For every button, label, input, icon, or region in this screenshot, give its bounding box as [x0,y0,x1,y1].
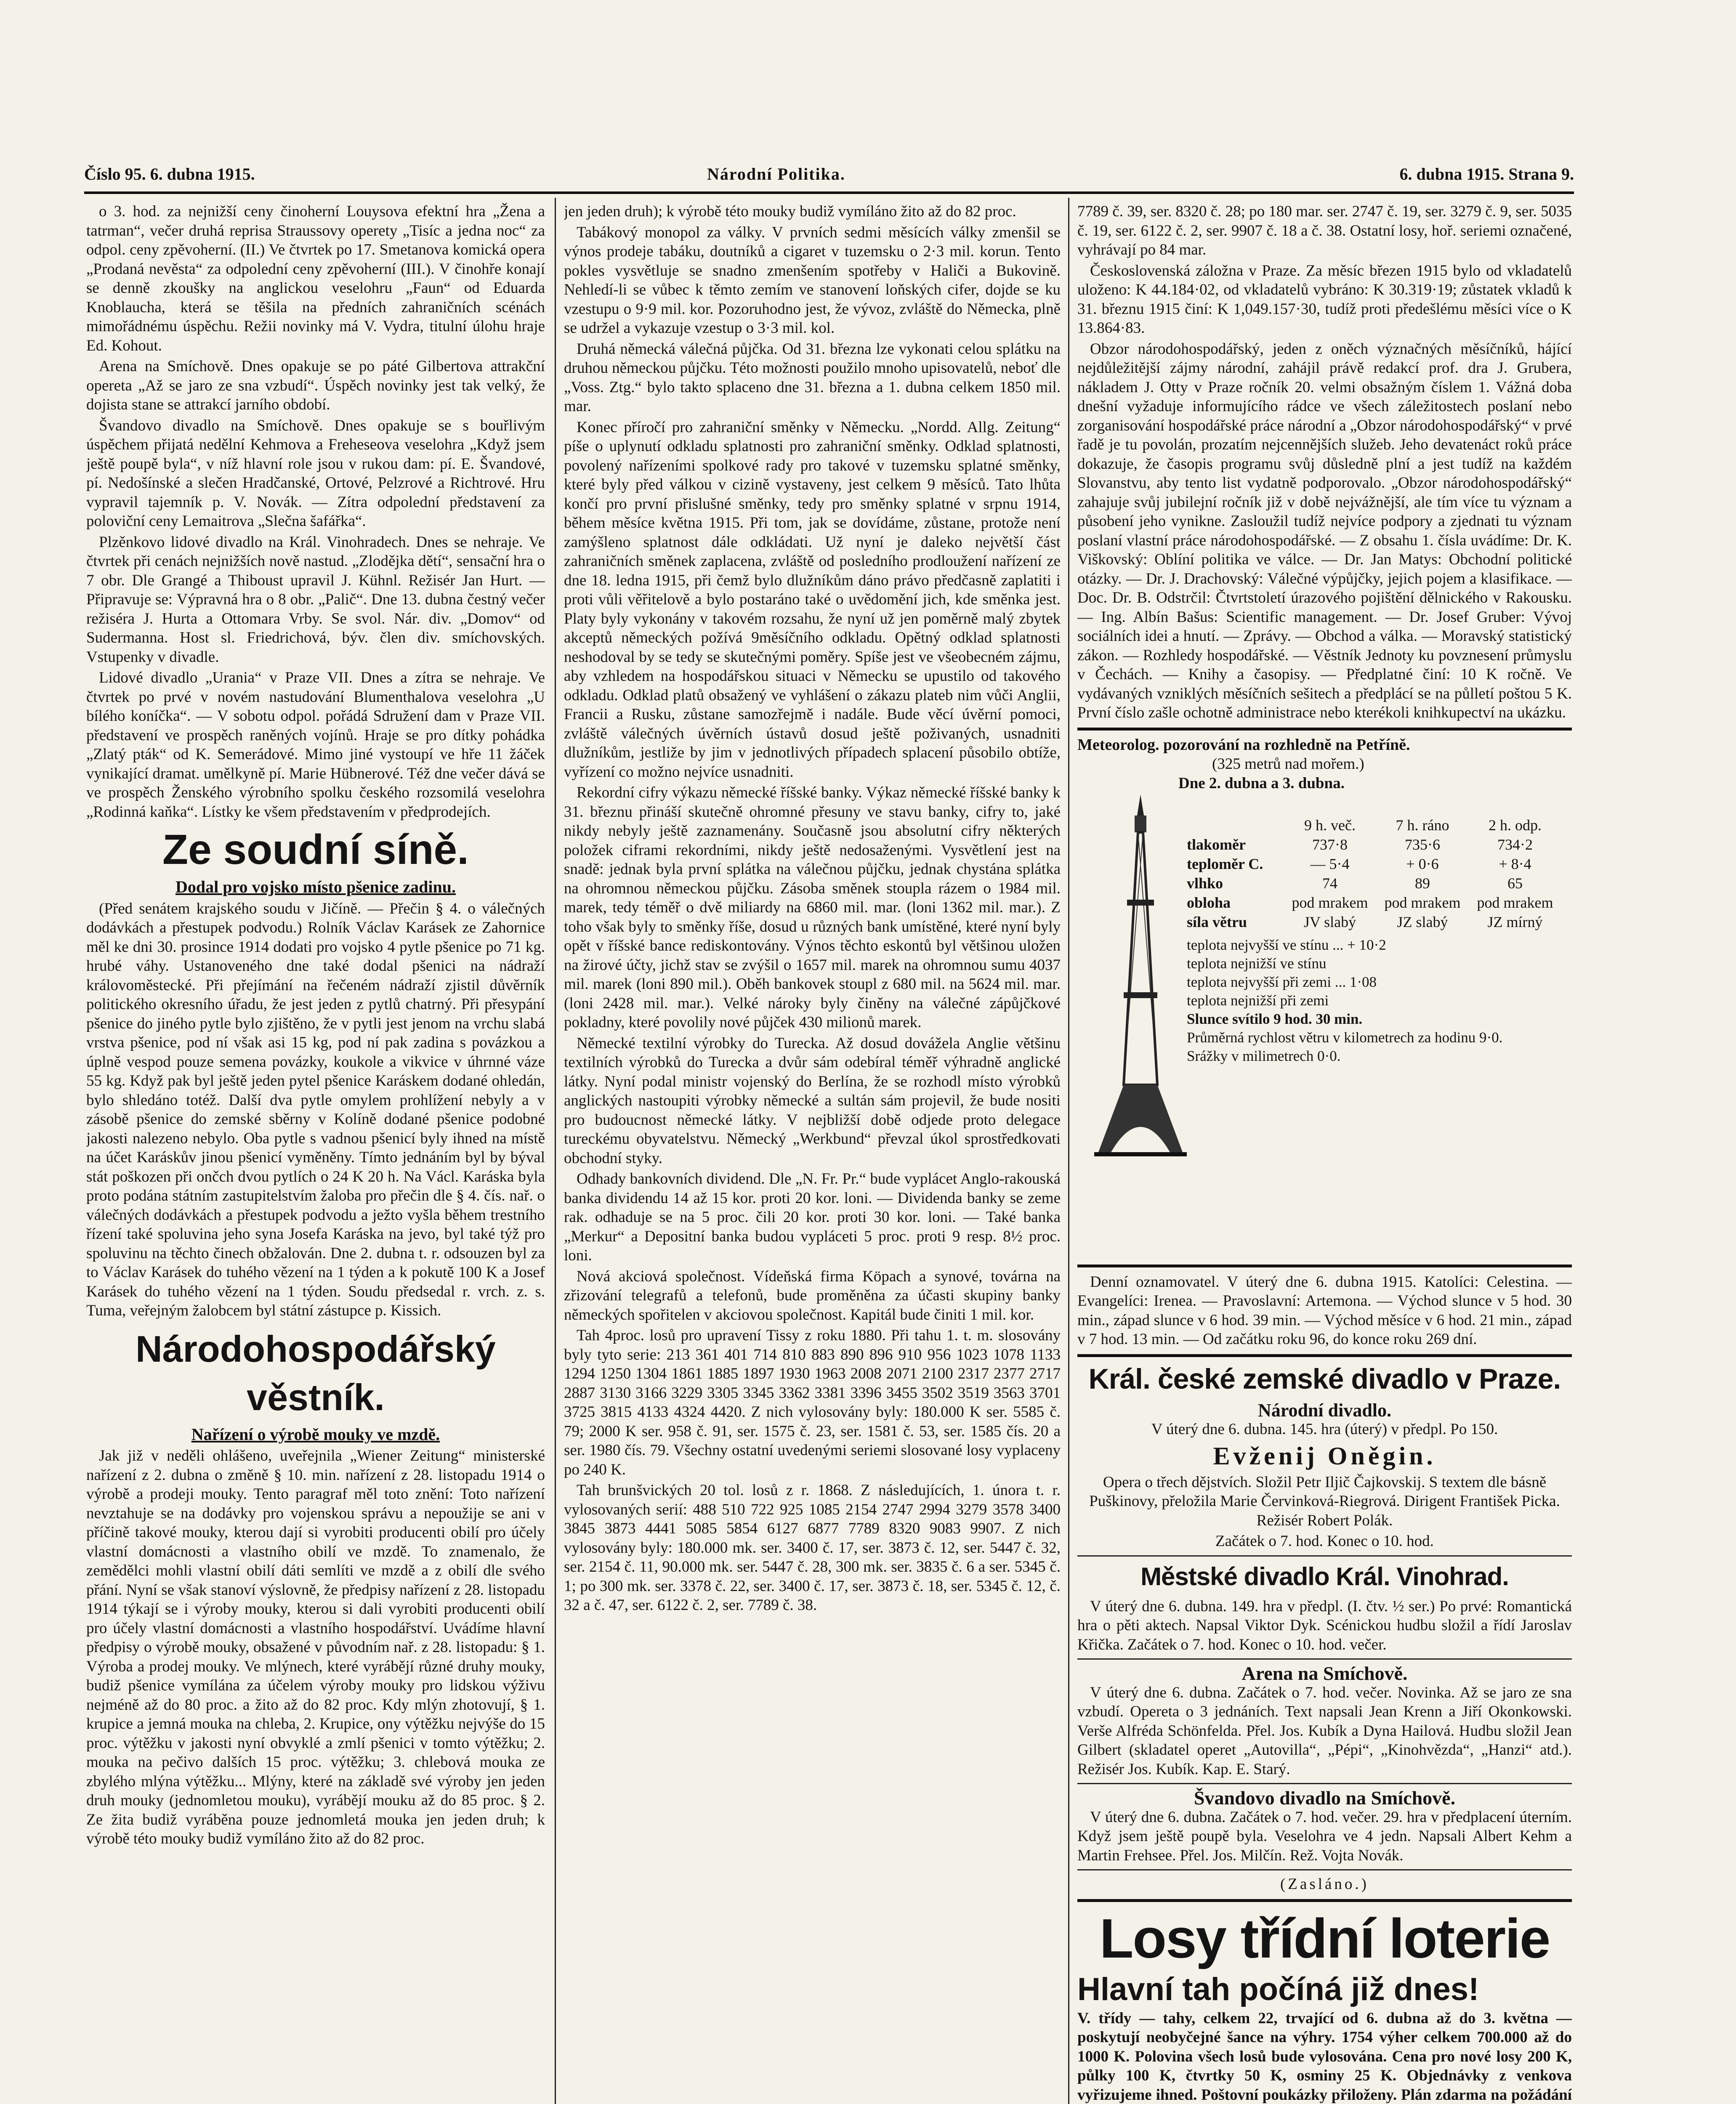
article-text: Švandovo divadlo na Smíchově. Dnes opakuje se s bouřlivým úspěchem přijatá nedělní Kehmova a Freheseova veselohra „Když jsem ještě poupě byla“, v níž hlavní role jsou v rukou dam: pí. E. Švandové, pí. Nedošínské a slečen Hradčanské, Ortové, Pelzrové a Richtrové. Hru vypravil tajemník p. V. Novák. — Zítra odpolední představení za poloviční ceny Lemaitrova „Slečna šafářka“. [86,417,545,530]
weather-value: 89 [1415,874,1430,892]
article-text: Obzor národohospodářský, jeden z oněch význačných měsíčníků, hájící nejdůležitější zájmy národní, zahájil právě redakcí prof. dra J. Grubera, nákladem J. Otty v Praze ročník 20. velmi obsažným číslem 1. Vážná doba dnešní vyžaduje informujícího rádce ve všech záležitostech poslaní nebo zorganisování hospodářské práce národní a „Obzor národohospodářský“ v prvé řadě je tu povolán, prozatím nejcennějších služeb. Jeho devatenáct roků práce dokazuje, že časopis programu svůj důsledně plní a jest tudíž na každém Slovanstvu, aby tento list vydatně podporovalo. „Obzor národohospodářský“ zahajuje svůj jubilejní ročník již v době nejvážnější, ale tím více tu význam a působení jeho vynikne. Zasloužil tudíž nejvíce podpory a zjednati tu význam poslaní vlastní práce národohospodářské. — Z obsahu 1. čísla uvádíme: Dr. K. Viškovský: Oblíní politika ve válce. — Dr. Jan Matys: Obchodní politické otázky. — Dr. J. Drachovský: Válečné výpůjčky, jejich pojem a klasifikace. — Doc. Dr. B. Odstrčil: Čtvrtstoletí úrazového pojištění dělnického v Rakousku. — Ing. Albín Bašus: Scientific management. — Dr. Josef Gruber: Vývoj sociálních idei a hnutí. — Zprávy. — Obchod a válka. — Moravský statistický zákon. — Rozhledy hospodářské. — Věstník Jednoty ku povznesení průmyslu v Čechách. — Knihy a časopisy. — Předplatné činí: 10 K ročně. Ve vydávaných vzniklých měsíčních sešitech a předplácí se na půlletí poštou 5 K. První číslo zašle ochotně administrace nebo kterékoli knihkupectví na ukázku. [1077,340,1572,721]
section-rule [1077,1658,1572,1660]
sent-in-note: (Zasláno.) [1280,1876,1369,1893]
weather-value: JV slabý [1303,913,1356,930]
article-text: Odhady bankovních dividend. Dle „N. Fr. Pr.“ bude vyplácet Anglo-rakouská banka dividendu 14 až 15 kor. proti 20 kor. loni. — Dividenda banky se zeme rak. odhaduje se na 5 proc. čili 20 kor. proti 30 kor. loni. — Také banka „Merkur“ a Depositní banka budou vypláceti 5 proc. proti 9 resp. 8½ proc. loni. [564,1170,1061,1264]
weather-value: pod mrakem [1384,894,1461,911]
article-text: Tah brunšvických 20 tol. losů z r. 1868. Z následujících, 1. února t. r. vylosovaných serií: 488 510 722 925 1085 2154 2747 2994 3279 3578 3400 3845 3873 4441 5085 5854 6127 6877 7789 8320 9083 9907. Z nich vylosovány byly: 180.000 mk. ser. 3400 č. 17, ser. 3873 č. 12, ser. 5447 č. 32, ser. 2154 č. 11, 90.000 mk. ser. 5447 č. 28, 300 mk. ser. 3835 č. 6 a ser. 5345 č. 1; po 300 mk. ser. 3378 č. 22, ser. 3400 č. 17, ser. 3873 č. 18, ser. 5345 č. 12, č. 32 a č. 47, ser. 6122 č. 2, ser. 7789 č. 38. [564,1482,1061,1614]
column-2 [564,202,1061,2104]
weather-value: + 0·6 [1406,855,1439,872]
lottery-ad-title: Losy třídní loterie [1099,1907,1550,1969]
weather-value: pod mrakem [1477,894,1553,911]
weather-extra-line: Průměrná rychlost větru v kilometrech za hodinu 9·0. [1187,1029,1503,1046]
weather-label: obloha [1187,894,1231,911]
weather-subtitle: (325 metrů nad mořem.) [1212,755,1364,773]
article-text: Nová akciová společnost. Vídeňská firma Köpach a synové, továrna na zřizování telegrafů a telefonů, bude proměněna za účasti skupiny banky německých spořitelen v akciovou společnost. Kapitál bude činiti 1 mil. kor. [564,1267,1061,1323]
article-subheading: Dodal pro vojsko místo pšenice zadinu. [175,877,456,896]
weather-label: teploměr C. [1187,855,1263,872]
weather-extra-line: teplota nejvyšší ve stínu ... + 10·2 [1187,936,1386,953]
weather-value: JZ slabý [1397,913,1448,930]
theatre-time: Začátek o 7. hod. Konec o 10. hod. [1215,1533,1434,1550]
weather-extra-line: Srážky v milimetrech 0·0. [1187,1047,1341,1064]
section-rule [1077,728,1572,731]
weather-value: 735·6 [1405,836,1440,853]
article-subheading: Nařízení o výrobě mouky ve mzdě. [191,1424,440,1444]
weather-table [1187,816,1566,1065]
theatre-title: Král. české zemské divadlo v Praze. [1088,1363,1561,1395]
article-text: Konec příročí pro zahraniční směnky v Německu. „Nordd. Allg. Zeitung“ píše o uplynutí odkladu splatnosti pro zahraniční směnky. Odklad splatnosti, povolený nařízeními spolkové rady pro takové v tuzemsku splatné směnky, které byly před válkou v cizině vystaveny, jest celkem 9 měsíců. Tato lhůta končí pro první přislušné směnky, tedy pro směnky splatné v srpnu 1914, během měsíce května 1915. Při tom, jak se dovídáme, zůstane, protože není zamýšleno splatnost dále odkládati. Už nyní je daleko největší část zahraničních směnek zaplacena, zvláště od posledního prodloužení nařízení ze dne 18. ledna 1915, při čemž bylo dlužníkům dáno právo předčasně zaplatiti i proti vůli věřitelově a bylo postaráno také o uvědomění jich, kde směnka jest. Platy byly vykonány v takovém rozsahu, že nyní už jen poměrně malý zbytek akceptů německých požívá 9měsíčního odkladu. Opětný odklad splatnosti neshodoval by se tedy se skutečnými poměry. Spíše jest ve všeobecném zájmu, aby vzhledem na hospodářskou situaci v Německu se upustilo od takového odkladu. Odklad platů obsažený ve vyhlášení o zákazu plateb nim vůči Anglii, Francii a Rusku, zůstane samozřejmě i nadále. Bude věcí úvěrní pomoci, zvláště válečných úvěrních ústavů dosud ještě poživaných, usnadniti dlužníkům, jestliže by jim v jednotlivých případech splacení působilo obtíže, vyřízení co možno nejvíce usnadniti. [564,418,1061,781]
weather-value: + 8·4 [1499,855,1531,872]
theatre-subtitle: Národní divadlo. [1257,1400,1392,1421]
issue-number: Číslo 95. 6. dubna 1915. [84,165,255,183]
column-1 [86,202,545,2104]
section-heading-economy: Národohospodářský věstník. [136,1328,496,1418]
weather-label: tlakoměr [1187,836,1246,853]
weather-extra-line: teplota nejnižší ve stínu [1187,955,1327,972]
weather-title: Meteorolog. pozorování na rozhledně na Petříně. [1077,736,1410,754]
weather-value: 734·2 [1497,836,1533,853]
weather-row [1187,835,1566,854]
column-3 [1077,202,1572,2104]
article-text: Československá záložna v Praze. Za měsíc březen 1915 bylo od vkladatelů uloženo: K 44.184·02, od vkladatelů vybráno: K 30.319·19; zůstatek vkladů k 31. březnu 1915 činí: K 1,049.157·30, tudíž proti předešlému měsíci více o K 13.864·83. [1077,262,1572,337]
weather-col-head: 2 h. odp. [1489,816,1542,834]
weather-extra-line: Slunce svítilo 9 hod. 30 min. [1187,1010,1363,1027]
column-divider [555,198,556,2104]
weather-value: pod mrakem [1292,894,1368,911]
theatre-text: V úterý dne 6. dubna. Začátek o 7. hod. večer. 29. hra v předplacení úterním. Když jsem ještě poupě byla. Veselohra ve 4 jedn. Napsali Albert Kehm a Martin Frehsee. Přel. Jos. Milčín. Rež. Vojta Novák. [1077,1808,1572,1864]
article-text: Arena na Smíchově. Dnes opakuje se po páté Gilbertova attrakční opereta „Až se jaro ze sna vzbudí“. Úspěch novinky jest tak velký, že dojista stane se attrakcí jarního období. [86,358,545,413]
section-rule [1077,1555,1572,1557]
article-text: Jak již v neděli ohlášeno, uveřejnila „Wiener Zeitung“ ministerské nařízení z 2. dubna o změně § 10. min. nařízení z 28. listopadu 1914 o výrobě a prodeji mouky. Tento paragraf měl toto znění: Toto nařízení nevztahuje se na dodávky pro vojenskou správu a nepoužije se ani v příčině takové mouky, kterou dají si vyrobiti producenti obilí pro účely vlastní domácnosti a vlastního obilí ve mzdě. To znamenalo, že zemědělci mohli vlastní obilí dáti semlíti ve mzdě a z obilí dle svého přání. Nyní se však stanoví výslovně, že předpisy nařízení z 28. listopadu 1914 týkají se i výroby mouky, kterou si dali vyrobiti producenti obilí pro účely vlastní domácnosti a vlastního hospodářství. Uvádíme hlavní předpisy o výrobě mouky, obsažené v původním nař. z 28. listopadu: § 1. Výroba a prodej mouky. Ve mlýnech, které vyrábějí různé druhy mouky, budiž pšenice vymílána za účelem výroby mouky pro lidskou výživu nejméně až do 80 proc. a žito až do 82 proc. Kdy mlýn zhotovují, § 1. krupice a jemná mouka na chleba, 2. Krupice, ony výtěžku nejvýše do 15 proc. výtěžku v jakosti nyní obvyklé a zmlí pšenici v tomto výtěžku; 2. mouka na pečivo dalších 15 proc. výtěžku; 3. chlebová mouka ze zbylého mlýna výtěžku... Mlýny, které na základě své výroby jen jeden druh mouky (jednomletou mouku), vyrábějí mouku až do 85 proc. § 2. Ze žita budiž vyráběna pouze jednomletá mouka jen jeden druh; k výrobě této mouky budiž vymíláno žito až do 82 proc. [86,1447,545,1847]
weather-label: vlhko [1187,874,1223,892]
theatre-text: V úterý dne 6. dubna. Začátek o 7. hod. večer. Novinka. Až se jaro ze sna vzbudí. Opereta o 3 jednáních. Text napsali Jean Krenn a Jiří Okonkowski. Verše Alfréda Schönfelda. Přel. Jos. Kubík a Dyna Hailová. Hudbu složil Jean Gilbert (skladatel operet „Autovilla“, „Pépi“, „Kinohvězda“, „Hanzi“ atd.). Režisér Jos. Kubík. Kap. E. Starý. [1077,1684,1572,1778]
article-text: Tah 4proc. losů pro upravení Tissy z roku 1880. Při tahu 1. t. m. slosovány byly tyto serie: 213 361 401 714 810 883 890 896 910 956 1023 1078 1133 1294 1250 1304 1861 1885 1897 1930 1963 2008 2071 2100 2317 2377 2717 2887 3130 3166 3229 3305 3345 3362 3381 3396 3455 3502 3519 3563 3701 3725 3815 4133 4324 4420. Z nich vylosovány byly: 180.000 K ser. 5585 č. 79; 2000 K ser. 958 č. 91, ser. 1575 č. 23, ser. 1581 č. 53, ser. 1585 čís. 20 a ser. 1980 čís. 79. Všechny ostatní uvedenými seriemi slosované losy vyplaceny po 240 K. [564,1327,1061,1478]
section-rule [1077,1354,1572,1357]
weather-extra [1187,936,1566,1065]
article-text: Lidové divadlo „Urania“ v Praze VII. Dnes a zítra se nehraje. Ve čtvrtek po prvé v novém nastudování Blumenthalova veselohra „U bílého koníčka“. — V sobotu odpol. pořádá Sdružení dam v Praze VII. představení ve prospěch raněných vojínů. Hraje se pro dítky pohádka „Zlatý pták“ od K. Semerádové. Mimo jiné vystoupí ve hře 11 žáček vynikající dramat. umělkyně pí. Marie Hübnerové. Též dne večer dává se ve prospěch Ženského výrobního spolku českého rozsomilá veselohra „Rodinná kaňka“. Lístky ke všem představením v předprodejích. [86,669,545,821]
weather-col-head: 9 h. več. [1304,816,1356,834]
header-rule [84,191,1574,194]
petrin-tower-illustration [1094,790,1187,1156]
article-text: Tabákový monopol za války. V prvních sedmi měsících války zmenšil se výnos prodeje tabáku, doutníků a cigaret v tuzemsku o 2·3 mil. korun. Tento pokles vysvětluje se snadno zmenšením spotřeby v Haliči a Bukovině. Nehledí-li se vůbec k těmto zemím ve stanovení loňských cifer, dojde se ku vzestupu o 9·9 mil. kor. Pozoruhodno jest, že vývoz, zvláště do Německa, plně se udržel a vykazuje vzestup o 3·3 mil. kol. [564,223,1061,337]
weather-value: 74 [1322,874,1337,892]
theatre-title: Švandovo divadlo na Smíchově. [1194,1787,1456,1809]
article-text: Německé textilní výrobky do Turecka. Až dosud dovážela Anglie většinu textilních výrobků do Turecka a dvůr sám odebíral téměř výhradně anglické látky. Nyní podal ministr vojenský do Berlína, že se rozhodl místo výrobků anglických nastoupiti výrobky německé a sultán sám projevil, že bude nositi pro budoucnost německé látky. V nejbližší době odjede proto delegace tureckému obyvatelstvu. Německý „Werkbund“ převzal úkol sprostředkovati obchodní styky. [564,1034,1061,1167]
lottery-ad-subtitle: Hlavní tah počíná již dnes! [1077,1971,1479,2007]
weather-value: 65 [1507,874,1523,892]
masthead-title: Národní Politika. [707,165,845,183]
article-text: (Před senátem krajského soudu v Jičíně. — Přečin § 4. o válečných dodávkách a přestupek podvodu.) Rolník Václav Karásek ze Zahornice měl ke dni 30. prosince 1914 dodati pro vojsko 4 pytle pšenice po 71 kg. hrubé váhy. Ustanoveného dne také dodal pšenici na nádraží královoměstecké. Při přejímání na řečeném nádraží zjistil důvěrník politického okresního úřadu, že jest jeden z pytlů chatrný. Při přesypání pšenice do jiného pytle bylo zjištěno, že v pytli jest jenom na vrchu slabá vrstva pšenice, pod ní však asi 15 kg, pod ní pak zadina s povázkou a úplně vespod pouze semena povázky, koukole a vikvice v úhrnné váze 55 kg. Když pak byl ještě jeden pytel pšenice Karáskem dodané ohledán, bylo shledáno totéž. Další dva pytle omylem prohlížení nebyly a v zásobě pšenice do zemské sběrny v Kolíně dodané pšenice podobné jakosti nalezeno nebylo. Oba pytle s vadnou pšenicí byly ihned na místě na účet Karáskův jinou pšenicí vyměněny. Tímto jednáním byl by býval stát poškozen při ončch dvou pytlích o 24 K 20 h. Na Václ. Karáska byla proto podána státním zastupitelstvím žaloba pro přečin dle § 4. čís. nař. o válečných dodávkách a přestupek podvodu a ježto vyšla během trestního řízení také spoluvina jeho syna Josefa Karáska na jevo, byl také týž pro spoluvinu na těchto činech obžalován. Dne 2. dubna t. r. odsouzen byl za to Václav Karásek do tuhého vězení na 1 týden a k pokutě 100 K a Josef Karásek do tuhého vězení na 1 týden. Soudu předsedal r. vrch. z. s. Tuma, veřejným žalobcem byl státní zástupce p. Kissich. [86,900,545,1319]
weather-extra-line: teplota nejnižší při zemi [1187,992,1329,1009]
weather-row [1187,893,1566,912]
weather-header-row [1187,816,1566,835]
page-header [84,164,1574,189]
weather-row [1187,854,1566,874]
theatre-title: Arena na Smíchově. [1242,1663,1408,1684]
article-text: Denní oznamovatel. V úterý dne 6. dubna 1915. Katolíci: Celestina. — Evangelíci: Irenea. — Pravoslavní: Artemona. — Východ slunce v 5 hod. 30 min., západ slunce v 6 hod. 39 min. — Východ měsíce v 6 hod. 21 min., západ v 7 hod. 13 min. — Od začátku roku 96, do konce roku 269 dní. [1077,1273,1572,1348]
section-heading-court: Ze soudní síně. [162,826,469,873]
article-text: Rekordní cifry výkazu německé říšské banky. Výkaz německé říšské banky k 31. březnu přináší skutečně ohromné přesuny ve stavu banky, cifry to, jaké nikdy nebyly ještě zaznamenány. Současně jsou absolutní cifry některých položek ciframi rekordními, nikdy ještě nedosaženými. Vysvětlení jest na snadě: jednak byla první splátka na válečnou půjčku, jednak chystána splátka na ohromnou německou půjčku. Zásoba směnek stoupla rázem o 1984 mil. marek, tedy téměř o dvě miliardy na 6860 mil. mar. (loni 1362 mil. mar.). Z toho však byly to směnky říše, dosud u různých bank umístěné, které nyní byly opět v říšské bance rediskontovány. Výnos těchto eskontů byl většinou uložen na žirové účty, jichž stav se zvýšil o 1657 mil. marek na ohromnou sumu 4037 mil. marek (loni 890 mil.). Oběh bankovek stoupl z 680 mil. na 5624 mil. mar. (loni 2428 mil. mar.). Velké nároky byly činěny na válečné zápůjčkové pokladny, které povolily nové půjček 430 milionů marek. [564,784,1061,1031]
article-text: o 3. hod. za nejnižší ceny činoherní Louysova efektní hra „Žena a tatrman“, večer druhá reprisa Straussovy operety „Tisíc a jedna noc“ za odpol. ceny zpěvoherní. (II.) Ve čtvrtek po 17. Smetanova komická opera „Prodaná nevěsta“ za odpolední ceny zpěvoherní (III.). V činohře konají se denně zkoušky na anglickou veselohru „Faun“ od Eduarda Knoblaucha, která se těšila na předních zahraničních scénách mimořádnému úspěchu. Režii novinky má V. Vydra, titulní úlohu hraje Ed. Kohout. [86,203,545,354]
weather-row [1187,912,1566,932]
weather-date: Dne 2. dubna a 3. dubna. [1178,774,1345,792]
page-number: 6. dubna 1915. Strana 9. [1399,165,1574,183]
lottery-ad-text: V. třídy — tahy, celkem 22, trvající od 6. dubna až do 3. května — poskytují neobyčejné šance na výhry. 1754 výher celkem 700.000 až do 1000 K. Polovina všech losů bude vylosována. Cena pro nové losy 200 K, půlky 100 K, čtvrtky 50 K, osminy 25 K. Objednávky z venkova vyřizujeme ihned. Poštovní poukázky přiloženy. Plán zdarma na požádání [1077,2009,1572,2104]
weather-row [1187,874,1566,893]
weather-value: JZ mírný [1487,913,1543,930]
weather-label: síla větru [1187,913,1247,930]
weather-col-head: 7 h. ráno [1396,816,1449,834]
column-divider [1068,198,1069,2104]
theatre-play: Evženij Oněgin. [1213,1442,1436,1470]
theatre-line: V úterý dne 6. dubna. 145. hra (úterý) v předpl. Po 150. [1151,1421,1498,1438]
theatre-title: Městské divadlo Král. Vinohrad. [1140,1562,1509,1591]
section-rule [1077,1265,1572,1267]
theatre-text: V úterý dne 6. dubna. 149. hra v předpl. (I. čtv. ½ ser.) Po prvé: Romantická hra o pěti aktech. Napsal Viktor Dyk. Scénickou hudbu složil a řídí Jaroslav Křička. Začátek o 7. hod. Konec o 10. hod. večer. [1077,1597,1572,1653]
weather-extra-line: teplota nejvyšší při zemi ... 1·08 [1187,973,1377,990]
section-rule [1077,1899,1572,1902]
theatre-listing [1077,1362,1572,1551]
theatre-text: Opera o třech dějstvích. Složil Petr Iljič Čajkovskij. S textem dle básně Puškinovy, přeložila Marie Červinková-Riegrová. Dirigent František Picka. Režisér Robert Polák. [1089,1473,1560,1529]
weather-value: — 5·4 [1310,855,1350,872]
weather-value: 737·8 [1312,836,1348,853]
article-text: Plzěnkovo lidové divadlo na Král. Vinohradech. Dnes se nehraje. Ve čtvrtek při cenách nejnižších nově nastud. „Zlodějka dětí“, sensační hra o 7 obr. Dle Grangé a Thiboust upravil J. Kühnl. Režisér Jan Hurt. — Připravuje se: Výpravná hra o 8 obr. „Palič“. Dne 13. dubna čestný večer režiséra J. Hurta a Ottomara Vrby. Se svol. Nár. div. „Domov“ od Sudermanna. Host sl. Friedrichová, býv. člen div. smíchovských. Vstupenky v divadle. [86,533,545,666]
article-text: jen jeden druh); k výrobě této mouky budiž vymíláno žito až do 82 proc. [564,203,1016,220]
section-rule [1077,1783,1572,1784]
article-text: 7789 č. 39, ser. 8320 č. 28; po 180 mar. ser. 2747 č. 19, ser. 3279 č. 9, ser. 5035 č. 19, ser. 6122 č. 2, ser. 9907 č. 18 a č. 38. Ostatní losy, hoř. seriemi označené, vyhrávají po 84 mar. [1077,203,1572,258]
section-rule [1077,1869,1572,1870]
weather-box [1077,736,1572,1259]
article-text: Druhá německá válečná půjčka. Od 31. března lze vykonati celou splátku na druhou německou půjčku. Této možnosti použilo mnoho upisovatelů, neboť dle „Voss. Ztg.“ bylo takto splaceno dne 31. března a 1. dubna celkem 1850 mil. mar. [564,340,1061,415]
